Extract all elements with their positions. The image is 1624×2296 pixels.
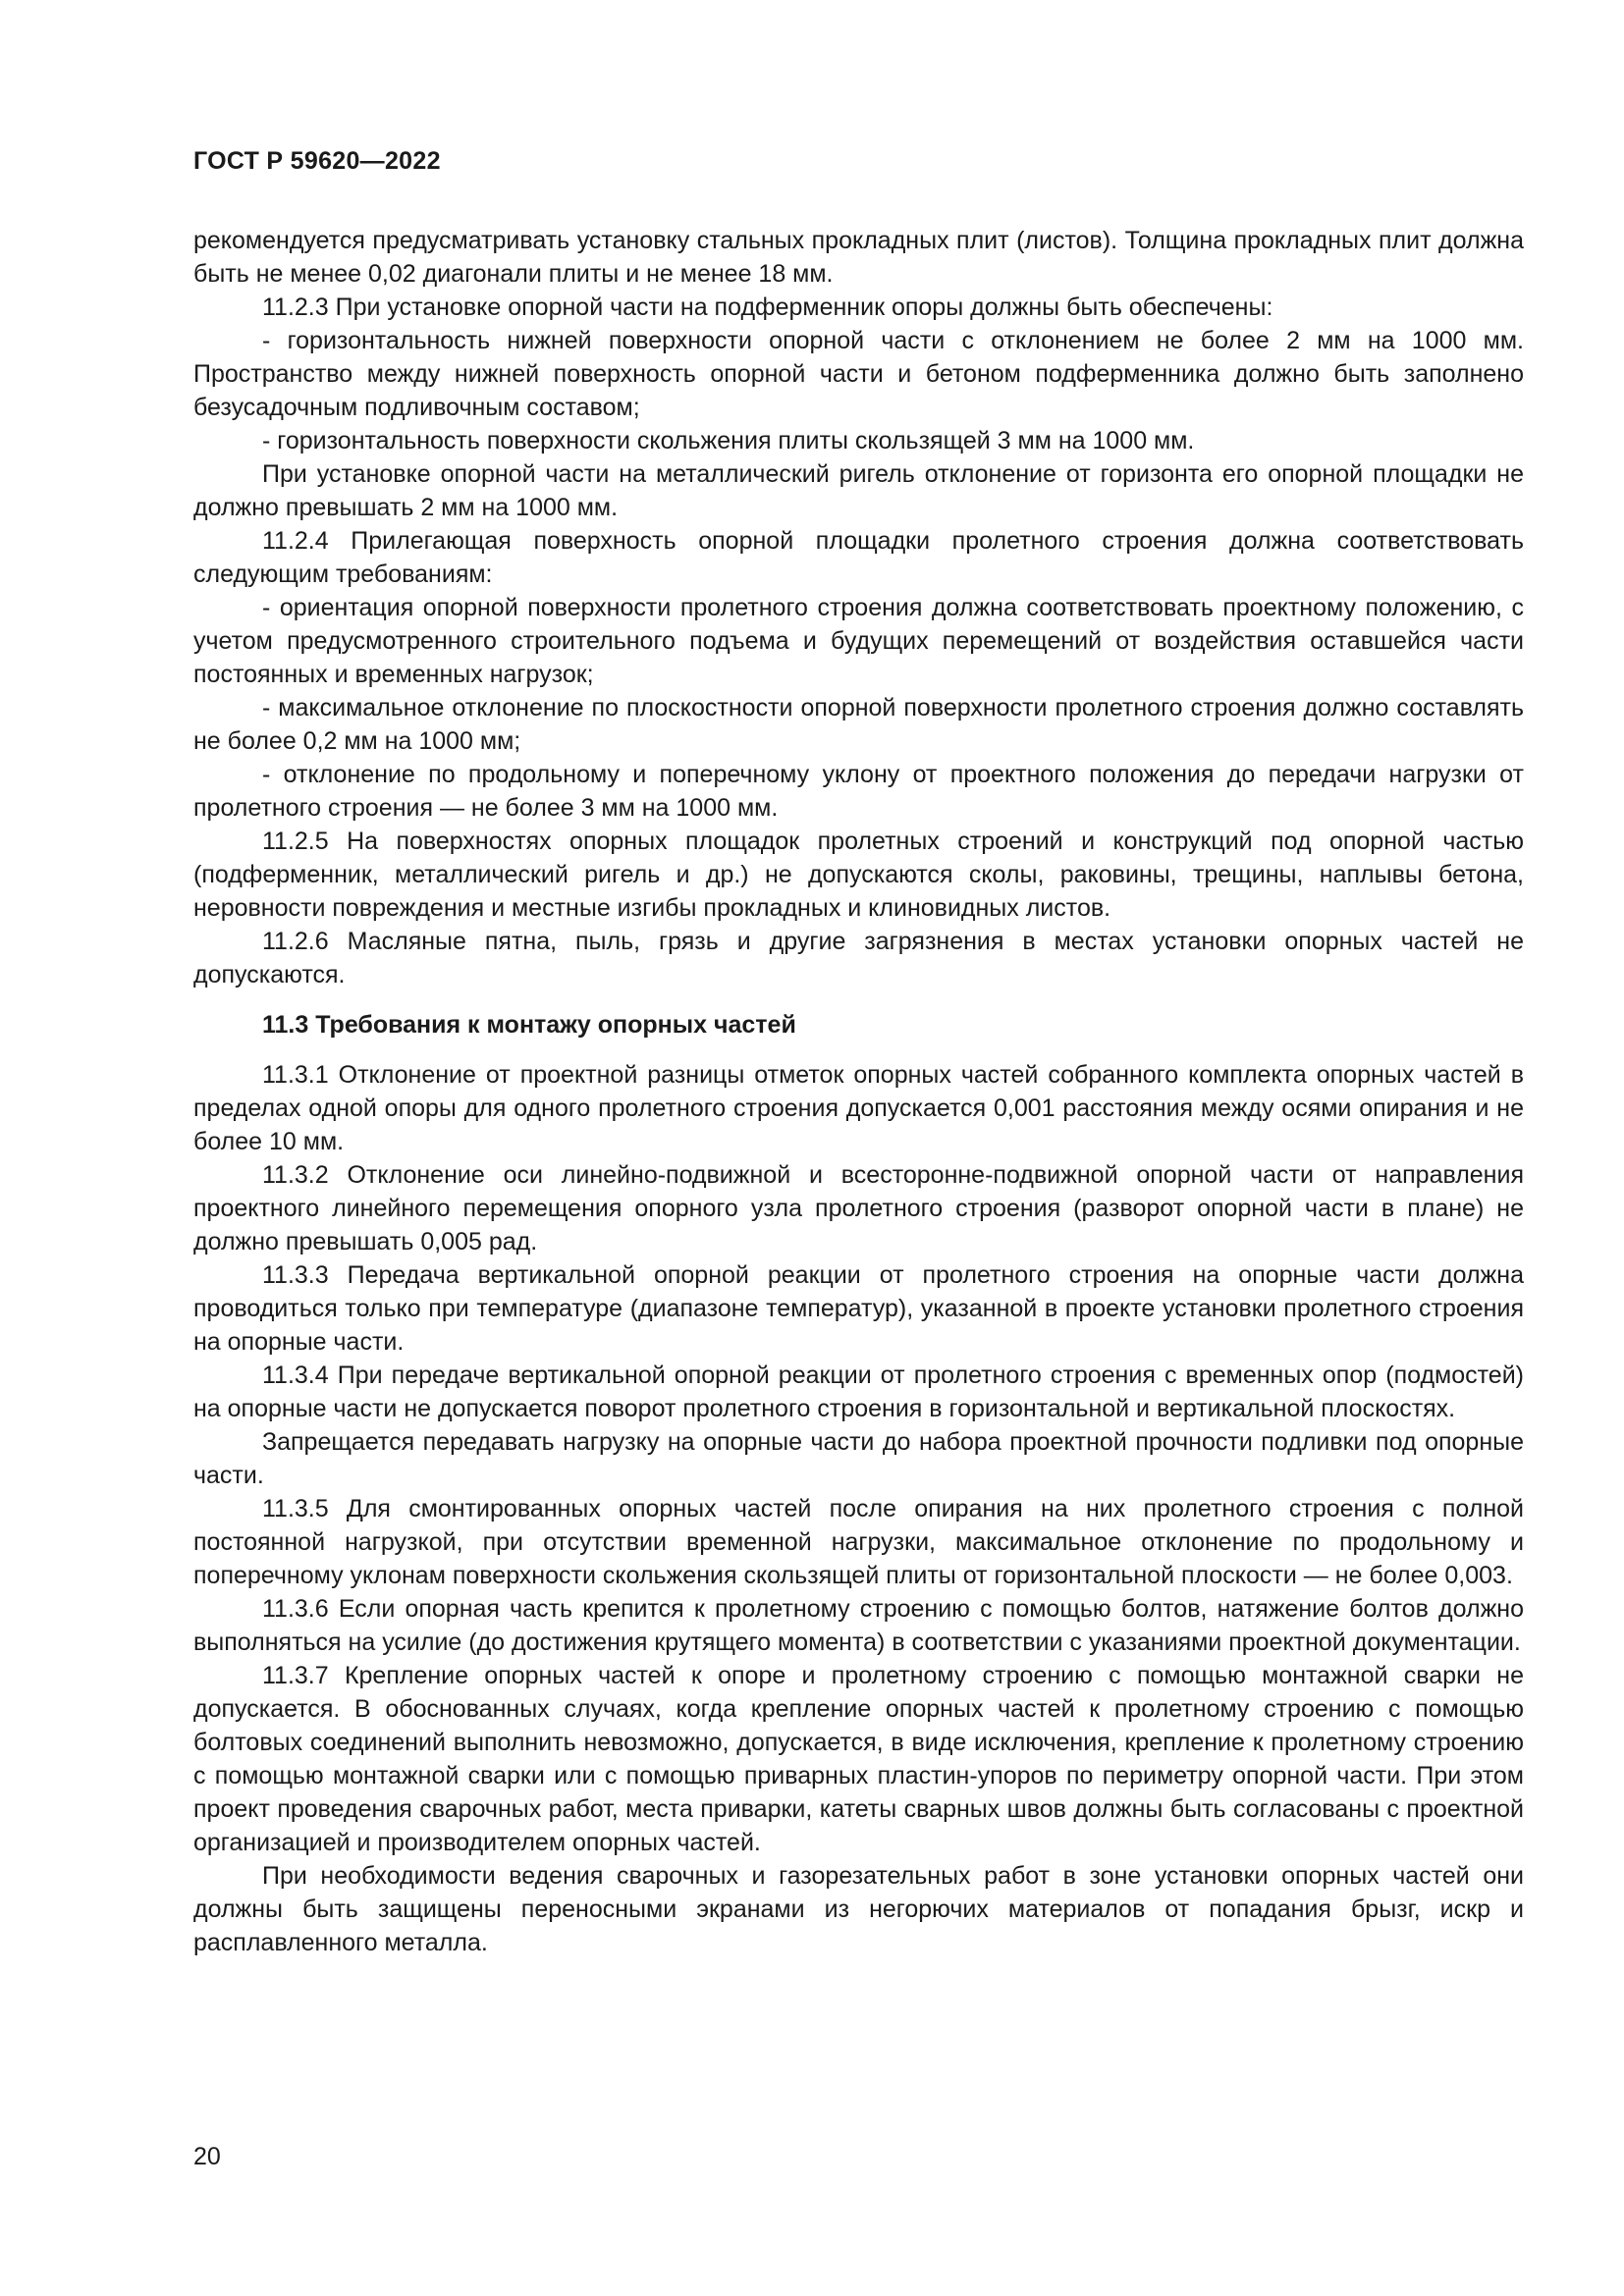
paragraph: 11.3.7 Крепление опорных частей к опоре и пролетному строению с помощью монтажной сварки не допускается. В обоснованных случаях, когда крепление опорных частей к пролетному строению с помощью болтовых соединений выполнить невозможно, допускается, в виде исключения, крепление к пролетному строению с помощью монтажной сварки или с помощью приварных пластин-упоров по периметру опорной части. При этом проект проведения сварочных работ, места приварки, катеты сварных швов должны быть согласованы с проектной организацией и производителем опорных частей. xyxy=(193,1662,1524,1856)
paragraph: - ориентация опорной поверхности пролетного строения должна соответствовать проектному положению, с учетом предусмотренного строительного подъема и будущих перемещений от воздействия оставшейся части постоянных и временных нагрузок; xyxy=(193,594,1524,688)
paragraph: рекомендуется предусматривать установку стальных прокладных плит (листов). Толщина прокладных плит должна быть не менее 0,02 диагонали плиты и не менее 18 мм. xyxy=(193,227,1524,288)
paragraph: Запрещается передавать нагрузку на опорные части до набора проектной прочности подливки под опорные части. xyxy=(193,1428,1524,1489)
paragraph: 11.2.6 Масляные пятна, пыль, грязь и другие загрязнения в местах установки опорных частей не допускаются. xyxy=(193,928,1524,988)
paragraph: 11.3.3 Передача вертикальной опорной реакции от пролетного строения на опорные части должна проводиться только при температуре (диапазоне температур), указанной в проекте установки пролетного строения на опорные части. xyxy=(193,1261,1524,1356)
paragraph: При необходимости ведения сварочных и газорезательных работ в зоне установки опорных частей они должны быть защищены переносными экранами из негорючих материалов от попадания брызг, искр и расплавленного металла. xyxy=(193,1862,1524,1956)
paragraph: 11.2.3 При установке опорной части на подферменник опоры должны быть обеспечены: xyxy=(262,294,1273,321)
paragraphs-before-section xyxy=(193,224,1524,991)
paragraph: - максимальное отклонение по плоскостности опорной поверхности пролетного строения должно составлять не более 0,2 мм на 1000 мм; xyxy=(193,694,1524,755)
paragraph: 11.3.4 При передаче вертикальной опорной реакции от пролетного строения с временных опор (подмостей) на опорные части не допускается поворот пролетного строения в горизонтальной и вертикальной плоскостях. xyxy=(193,1362,1524,1422)
document-body xyxy=(193,224,1524,1959)
paragraph: 11.3.2 Отклонение оси линейно-подвижной и всесторонне-подвижной опорной части от направления проектного линейного перемещения опорного узла пролетного строения (разворот опорной части в плане) не должно превышать 0,005 рад. xyxy=(193,1161,1524,1255)
paragraph: - отклонение по продольному и поперечному уклону от проектного положения до передачи нагрузки от пролетного строения — не более 3 мм на 1000 мм. xyxy=(193,761,1524,822)
page-number: 20 xyxy=(193,2143,221,2170)
paragraph: 11.2.5 На поверхностях опорных площадок пролетных строений и конструкций под опорной частью (подферменник, металлический ригель и др.) не допускаются сколы, раковины, трещины, наплывы бетона, неровности повреждения и местные изгибы прокладных и клиновидных листов. xyxy=(193,828,1524,922)
paragraph: - горизонтальность нижней поверхности опорной части с отклонением не более 2 мм на 1000 мм. Пространство между нижней поверхность опорной части и бетоном подферменника должно быть заполнено безусадочным подливочным составом; xyxy=(193,327,1524,421)
paragraph: - горизонтальность поверхности скольжения плиты скользящей 3 мм на 1000 мм. xyxy=(262,427,1195,454)
document-code-header: ГОСТ Р 59620—2022 xyxy=(193,147,441,175)
paragraph: 11.3.1 Отклонение от проектной разницы отметок опорных частей собранного комплекта опорных частей в пределах одной опоры для одного пролетного строения допускается 0,001 расстояния между осями опирания и не более 10 мм. xyxy=(193,1061,1524,1155)
paragraph: 11.3.5 Для смонтированных опорных частей после опирания на них пролетного строения с полной постоянной нагрузкой, при отсутствии временной нагрузки, максимальное отклонение по продольному и поперечному уклонам поверхности скольжения скользящей плиты от горизонтальной плоскости — не более 0,003. xyxy=(193,1495,1524,1589)
section-heading-11-3: 11.3 Требования к монтажу опорных частей xyxy=(262,1011,796,1039)
paragraph: 11.2.4 Прилегающая поверхность опорной площадки пролетного строения должна соответствовать следующим требованиям: xyxy=(193,527,1524,588)
paragraph: 11.3.6 Если опорная часть крепится к пролетному строению с помощью болтов, натяжение болтов должно выполняться на усилие (до достижения крутящего момента) в соответствии с указаниями проектной документации. xyxy=(193,1595,1524,1656)
paragraphs-section-11-3 xyxy=(193,1058,1524,1959)
paragraph: При установке опорной части на металлический ригель отклонение от горизонта его опорной площадки не должно превышать 2 мм на 1000 мм. xyxy=(193,460,1524,521)
